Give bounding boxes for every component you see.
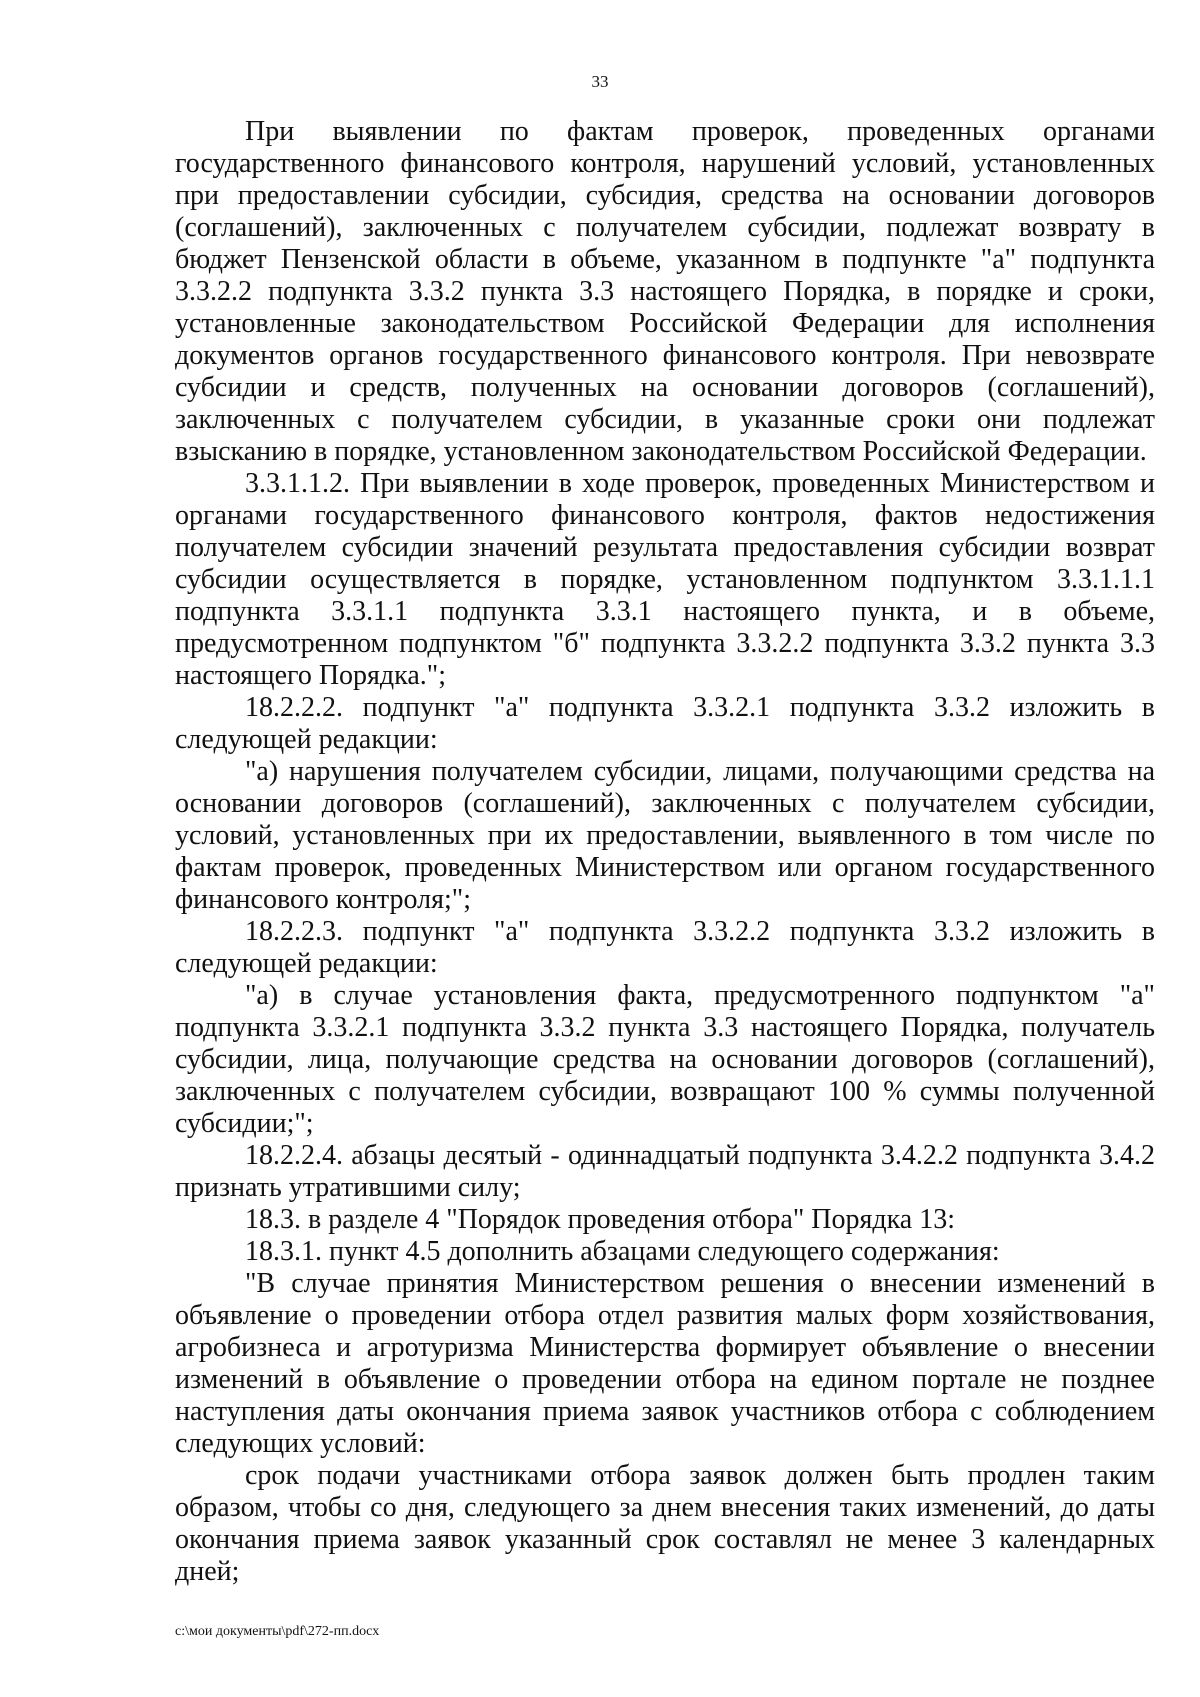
footer-file-path: c:\мои документы\pdf\272-пп.docx [175,1624,380,1639]
paragraph-deadline-extension: срок подачи участниками отбора заявок должен быть продлен таким образом, чтобы со дня, следующего за днем внесения таких изменений, до даты окончания приема заявок указанный срок составлял не менее 3 календарных дней; [175,1460,1155,1587]
paragraph-18-2-2-2: 18.2.2.2. подпункт "а" подпункта 3.3.2.1 подпункта 3.3.2 изложить в следующей редакции: [175,692,1155,755]
page-number: 33 [591,72,609,91]
paragraph-quote-a-violations: "а) нарушения получателем субсидии, лицами, получающими средства на основании договоров (соглашений), заключенных с получателем субсидии, условий, установленных при их предоставлении, выявленного в том числе по фактам проверок, проведенных Министерством или органом государственного финансового контроля;"; [175,756,1155,915]
paragraph-18-2-2-4: 18.2.2.4. абзацы десятый - одиннадцатый подпункта 3.4.2.2 подпункта 3.4.2 признать утратившими силу; [175,1140,1155,1203]
paragraph-18-2-2-3: 18.2.2.3. подпункт "а" подпункта 3.3.2.2 подпункта 3.3.2 изложить в следующей редакции: [175,916,1155,979]
paragraph-18-3-1: 18.3.1. пункт 4.5 дополнить абзацами следующего содержания: [245,1236,1000,1267]
paragraph-3-3-1-1-2: 3.3.1.1.2. При выявлении в ходе проверок, проведенных Министерством и органами государственного финансового контроля, фактов недостижения получателем субсидии значений результата предоставления субсидии возврат субсидии осуществляется в порядке, установленном подпунктом 3.3.1.1.1 подпункта 3.3.1.1 подпункта 3.3.1 настоящего пункта, и в объеме, предусмотренном подпунктом "б" подпункта 3.3.2.2 подпункта 3.3.2 пункта 3.3 настоящего Порядка."; [175,468,1155,691]
paragraph-refund-rules: При выявлении по фактам проверок, проведенных органами государственного финансового контроля, нарушений условий, установленных при предоставлении субсидии, субсидия, средства на основании договоров (соглашений), заключенных с получателем субсидии, подлежат возврату в бюджет Пензенской области в объеме, указанном в подпункте "а" подпункта 3.3.2.2 подпункта 3.3.2 пункта 3.3 настоящего Порядка, в порядке и сроки, установленные законодательством Российской Федерации для исполнения документов органов государственного финансового контроля. При невозврате субсидии и средств, полученных на основании договоров (соглашений), заключенных с получателем субсидии, в указанные сроки они подлежат взысканию в порядке, установленном законодательством Российской Федерации. [175,116,1155,467]
document-body [175,116,1155,1588]
paragraph-18-3: 18.3. в разделе 4 "Порядок проведения отбора" Порядка 13: [245,1204,955,1235]
paragraph-quote-selection-changes: "В случае принятия Министерством решения о внесении изменений в объявление о проведении отбора отдел развития малых форм хозяйствования, агробизнеса и агротуризма Министерства формирует объявление о внесении изменений в объявление о проведении отбора на едином портале не позднее наступления даты окончания приема заявок участников отбора с соблюдением следующих условий: [175,1268,1155,1459]
paragraph-quote-a-refund: "а) в случае установления факта, предусмотренного подпунктом "а" подпункта 3.3.2.1 подпункта 3.3.2 пункта 3.3 настоящего Порядка, получатель субсидии, лица, получающие средства на основании договоров (соглашений), заключенных с получателем субсидии, возвращают 100 % суммы полученной субсидии;"; [175,980,1155,1139]
